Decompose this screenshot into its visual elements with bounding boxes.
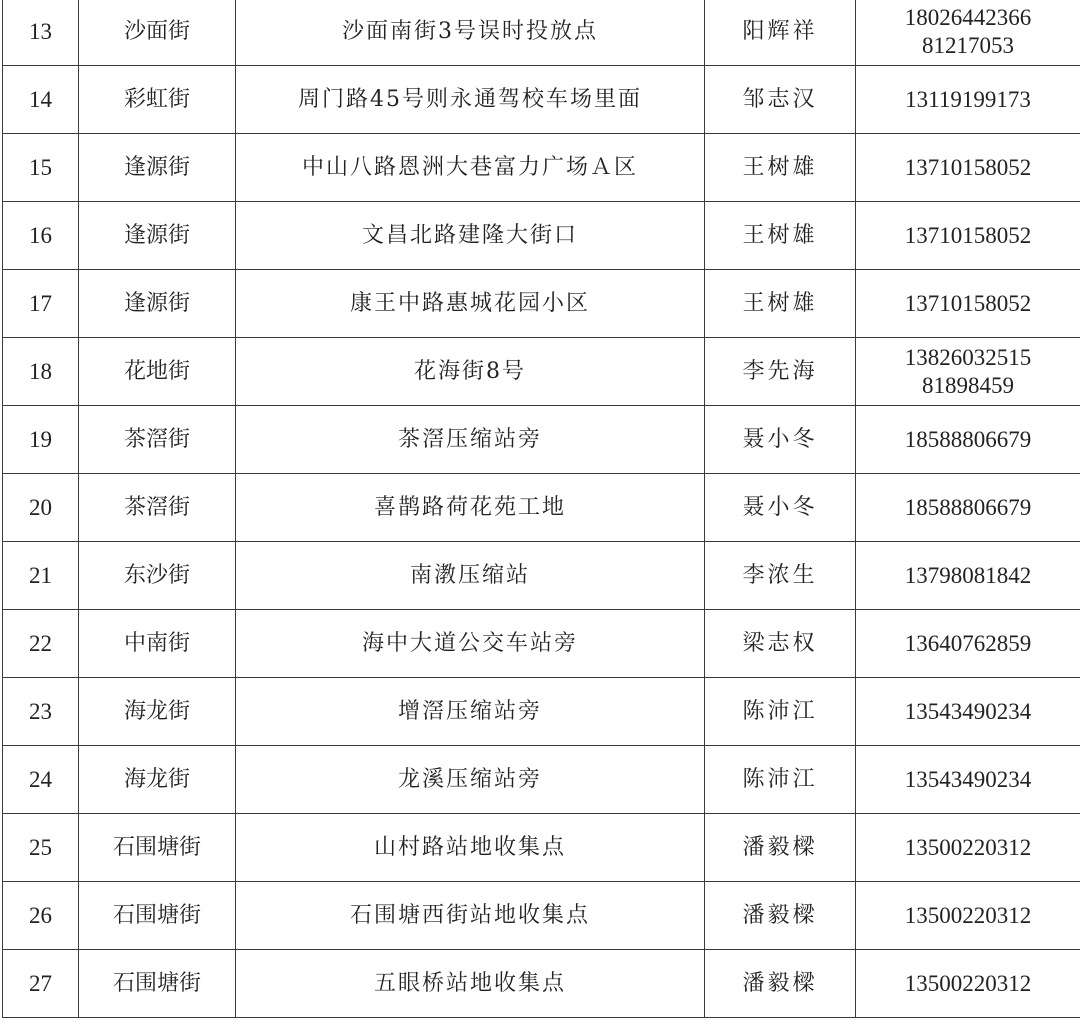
location-cell: 花海街8号 bbox=[236, 338, 705, 406]
contact-cell: 潘毅樑 bbox=[705, 950, 856, 1018]
street-cell: 海龙街 bbox=[79, 746, 236, 814]
location-cell: 龙溪压缩站旁 bbox=[236, 746, 705, 814]
phone-number: 13500220312 bbox=[904, 970, 1032, 996]
street-cell: 茶滘街 bbox=[79, 474, 236, 542]
location-cell: 海中大道公交车站旁 bbox=[236, 610, 705, 678]
phone-cell bbox=[856, 882, 1080, 950]
phone-number: 18026442366 bbox=[904, 4, 1032, 30]
street-cell: 沙面街 bbox=[79, 0, 236, 66]
row-number: 16 bbox=[3, 202, 79, 270]
contact-cell: 聂小冬 bbox=[705, 474, 856, 542]
location-cell: 茶滘压缩站旁 bbox=[236, 406, 705, 474]
location-cell: 中山八路恩洲大巷富力广场Ａ区 bbox=[236, 134, 705, 202]
table-row bbox=[3, 406, 1080, 474]
phone-cell bbox=[856, 338, 1080, 406]
street-cell: 石围塘街 bbox=[79, 882, 236, 950]
street-cell: 东沙街 bbox=[79, 542, 236, 610]
phone-cell bbox=[856, 134, 1080, 202]
contact-cell: 陈沛江 bbox=[705, 678, 856, 746]
row-number: 13 bbox=[3, 0, 79, 66]
table-row bbox=[3, 746, 1080, 814]
table-row bbox=[3, 66, 1080, 134]
contact-cell: 王树雄 bbox=[705, 270, 856, 338]
row-number: 14 bbox=[3, 66, 79, 134]
location-cell: 南漖压缩站 bbox=[236, 542, 705, 610]
street-cell: 逢源街 bbox=[79, 270, 236, 338]
row-number: 25 bbox=[3, 814, 79, 882]
phone-number: 13826032515 bbox=[904, 344, 1032, 370]
row-number: 26 bbox=[3, 882, 79, 950]
phone-cell bbox=[856, 0, 1080, 66]
phone-number: 18588806679 bbox=[904, 426, 1032, 452]
contact-cell: 王树雄 bbox=[705, 134, 856, 202]
street-cell: 彩虹街 bbox=[79, 66, 236, 134]
table-row bbox=[3, 610, 1080, 678]
phone-number: 81898459 bbox=[922, 372, 1014, 398]
collection-point-table bbox=[2, 0, 1080, 1018]
street-cell: 逢源街 bbox=[79, 134, 236, 202]
contact-cell: 潘毅樑 bbox=[705, 882, 856, 950]
contact-cell: 李先海 bbox=[705, 338, 856, 406]
phone-number: 13640762859 bbox=[904, 630, 1032, 656]
table-row bbox=[3, 678, 1080, 746]
contact-cell: 阳辉祥 bbox=[705, 0, 856, 66]
contact-cell: 梁志权 bbox=[705, 610, 856, 678]
phone-number: 13543490234 bbox=[904, 766, 1032, 792]
row-number: 23 bbox=[3, 678, 79, 746]
contact-cell: 李浓生 bbox=[705, 542, 856, 610]
location-cell: 周门路45号则永通驾校车场里面 bbox=[236, 66, 705, 134]
street-cell: 石围塘街 bbox=[79, 950, 236, 1018]
row-number: 20 bbox=[3, 474, 79, 542]
table-row bbox=[3, 338, 1080, 406]
phone-cell bbox=[856, 474, 1080, 542]
phone-cell bbox=[856, 746, 1080, 814]
phone-cell bbox=[856, 406, 1080, 474]
table-row bbox=[3, 474, 1080, 542]
table-row bbox=[3, 134, 1080, 202]
table-row bbox=[3, 814, 1080, 882]
location-cell: 文昌北路建隆大街口 bbox=[236, 202, 705, 270]
row-number: 15 bbox=[3, 134, 79, 202]
row-number: 22 bbox=[3, 610, 79, 678]
phone-cell bbox=[856, 610, 1080, 678]
street-cell: 石围塘街 bbox=[79, 814, 236, 882]
row-number: 17 bbox=[3, 270, 79, 338]
phone-number: 13119199173 bbox=[905, 86, 1031, 112]
row-number: 18 bbox=[3, 338, 79, 406]
phone-cell bbox=[856, 950, 1080, 1018]
location-cell: 石围塘西街站地收集点 bbox=[236, 882, 705, 950]
phone-cell bbox=[856, 814, 1080, 882]
table-row bbox=[3, 882, 1080, 950]
table-row bbox=[3, 950, 1080, 1018]
row-number: 24 bbox=[3, 746, 79, 814]
phone-cell bbox=[856, 66, 1080, 134]
phone-cell bbox=[856, 270, 1080, 338]
phone-number: 13710158052 bbox=[904, 222, 1032, 248]
phone-number: 81217053 bbox=[922, 32, 1014, 58]
row-number: 19 bbox=[3, 406, 79, 474]
phone-number: 13500220312 bbox=[904, 902, 1032, 928]
location-cell: 山村路站地收集点 bbox=[236, 814, 705, 882]
phone-number: 13798081842 bbox=[904, 562, 1032, 588]
street-cell: 茶滘街 bbox=[79, 406, 236, 474]
location-cell: 沙面南街3号误时投放点 bbox=[236, 0, 705, 66]
table-row bbox=[3, 0, 1080, 66]
contact-cell: 陈沛江 bbox=[705, 746, 856, 814]
table-body bbox=[3, 0, 1080, 1018]
street-cell: 逢源街 bbox=[79, 202, 236, 270]
phone-number: 13543490234 bbox=[904, 698, 1032, 724]
row-number: 21 bbox=[3, 542, 79, 610]
phone-cell bbox=[856, 202, 1080, 270]
phone-cell bbox=[856, 678, 1080, 746]
location-cell: 增滘压缩站旁 bbox=[236, 678, 705, 746]
street-cell: 海龙街 bbox=[79, 678, 236, 746]
table-row bbox=[3, 542, 1080, 610]
phone-number: 18588806679 bbox=[904, 494, 1032, 520]
contact-cell: 聂小冬 bbox=[705, 406, 856, 474]
location-cell: 五眼桥站地收集点 bbox=[236, 950, 705, 1018]
phone-number: 13500220312 bbox=[904, 834, 1032, 860]
location-cell: 喜鹊路荷花苑工地 bbox=[236, 474, 705, 542]
contact-cell: 邹志汉 bbox=[705, 66, 856, 134]
contact-cell: 王树雄 bbox=[705, 202, 856, 270]
street-cell: 花地街 bbox=[79, 338, 236, 406]
phone-cell bbox=[856, 542, 1080, 610]
location-cell: 康王中路惠城花园小区 bbox=[236, 270, 705, 338]
table-row bbox=[3, 202, 1080, 270]
contact-cell: 潘毅樑 bbox=[705, 814, 856, 882]
street-cell: 中南街 bbox=[79, 610, 236, 678]
row-number: 27 bbox=[3, 950, 79, 1018]
table-row bbox=[3, 270, 1080, 338]
phone-number: 13710158052 bbox=[904, 290, 1032, 316]
phone-number: 13710158052 bbox=[904, 154, 1032, 180]
